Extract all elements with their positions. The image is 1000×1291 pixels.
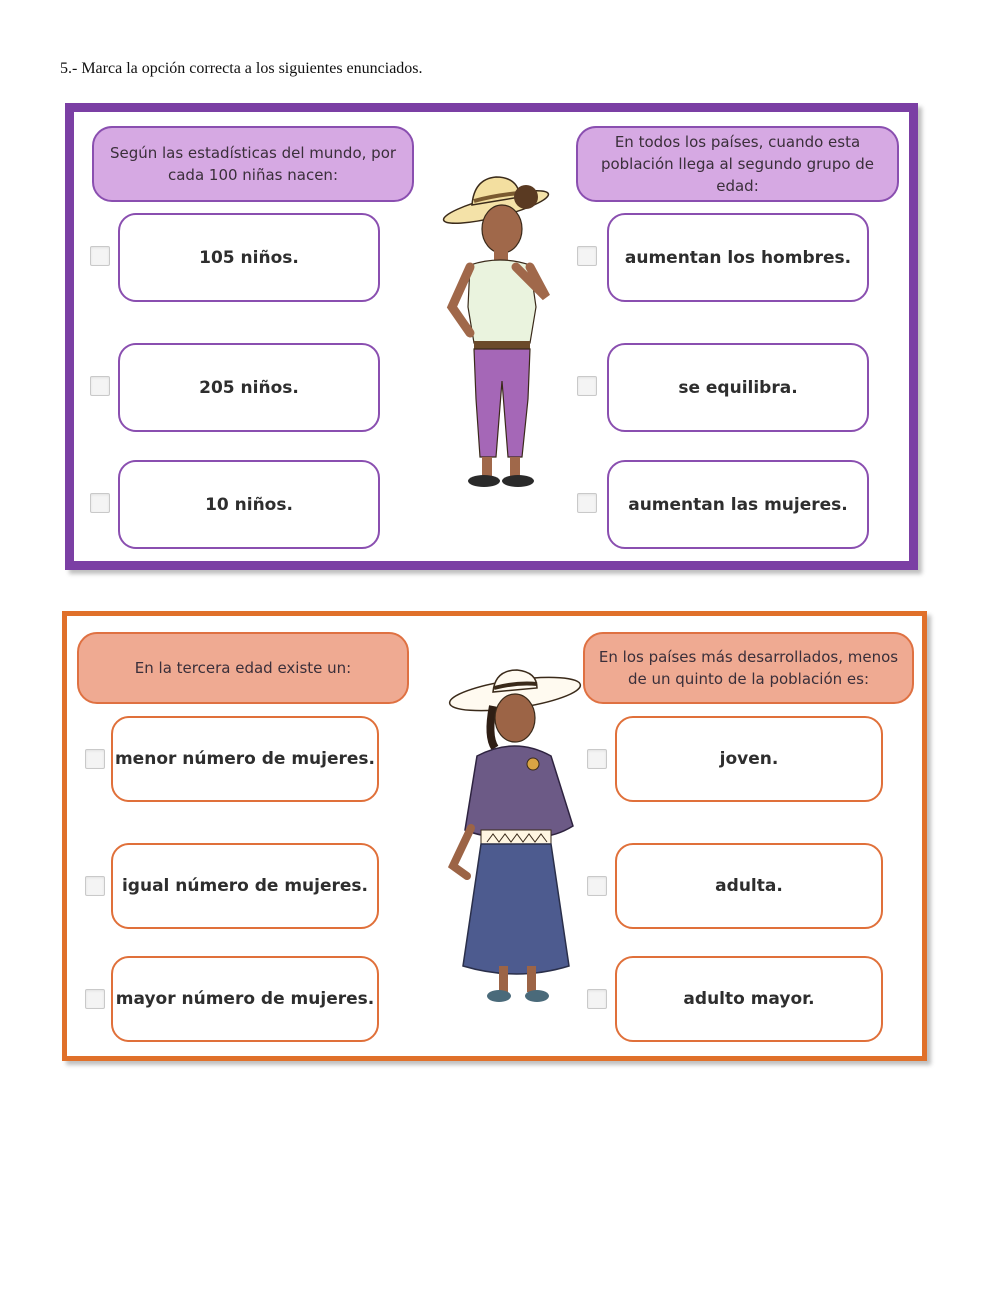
answer-option[interactable]: 10 niños. bbox=[118, 460, 380, 549]
question-right: En todos los países, cuando esta población llega al segundo grupo de edad: bbox=[576, 126, 899, 202]
question-right: En los países más desarrollados, menos de un quinto de la población es: bbox=[583, 632, 914, 704]
answer-option[interactable]: aumentan las mujeres. bbox=[607, 460, 869, 549]
checkbox[interactable] bbox=[587, 989, 607, 1009]
question-left: En la tercera edad existe un: bbox=[77, 632, 409, 704]
checkbox[interactable] bbox=[577, 493, 597, 513]
checkbox[interactable] bbox=[587, 876, 607, 896]
quiz-panel-2 bbox=[62, 611, 927, 1061]
checkbox[interactable] bbox=[85, 989, 105, 1009]
answer-option[interactable]: joven. bbox=[615, 716, 883, 802]
answer-option[interactable]: 205 niños. bbox=[118, 343, 380, 432]
answer-option[interactable]: mayor número de mujeres. bbox=[111, 956, 379, 1042]
answer-option[interactable]: adulto mayor. bbox=[615, 956, 883, 1042]
answer-option[interactable]: igual número de mujeres. bbox=[111, 843, 379, 929]
checkbox[interactable] bbox=[85, 749, 105, 769]
answer-option[interactable]: menor número de mujeres. bbox=[111, 716, 379, 802]
girl-figure-illustration bbox=[437, 666, 587, 1016]
checkbox[interactable] bbox=[90, 493, 110, 513]
checkbox[interactable] bbox=[85, 876, 105, 896]
boy-figure-illustration bbox=[434, 167, 564, 497]
checkbox[interactable] bbox=[577, 246, 597, 266]
answer-option[interactable]: aumentan los hombres. bbox=[607, 213, 869, 302]
answer-option[interactable]: se equilibra. bbox=[607, 343, 869, 432]
question-left: Según las estadísticas del mundo, por cada 100 niñas nacen: bbox=[92, 126, 414, 202]
answer-option[interactable]: 105 niños. bbox=[118, 213, 380, 302]
instruction-text: 5.- Marca la opción correcta a los siguientes enunciados. bbox=[60, 60, 423, 77]
checkbox[interactable] bbox=[577, 376, 597, 396]
checkbox[interactable] bbox=[90, 376, 110, 396]
checkbox[interactable] bbox=[90, 246, 110, 266]
answer-option[interactable]: adulta. bbox=[615, 843, 883, 929]
checkbox[interactable] bbox=[587, 749, 607, 769]
quiz-panel-1 bbox=[65, 103, 918, 570]
